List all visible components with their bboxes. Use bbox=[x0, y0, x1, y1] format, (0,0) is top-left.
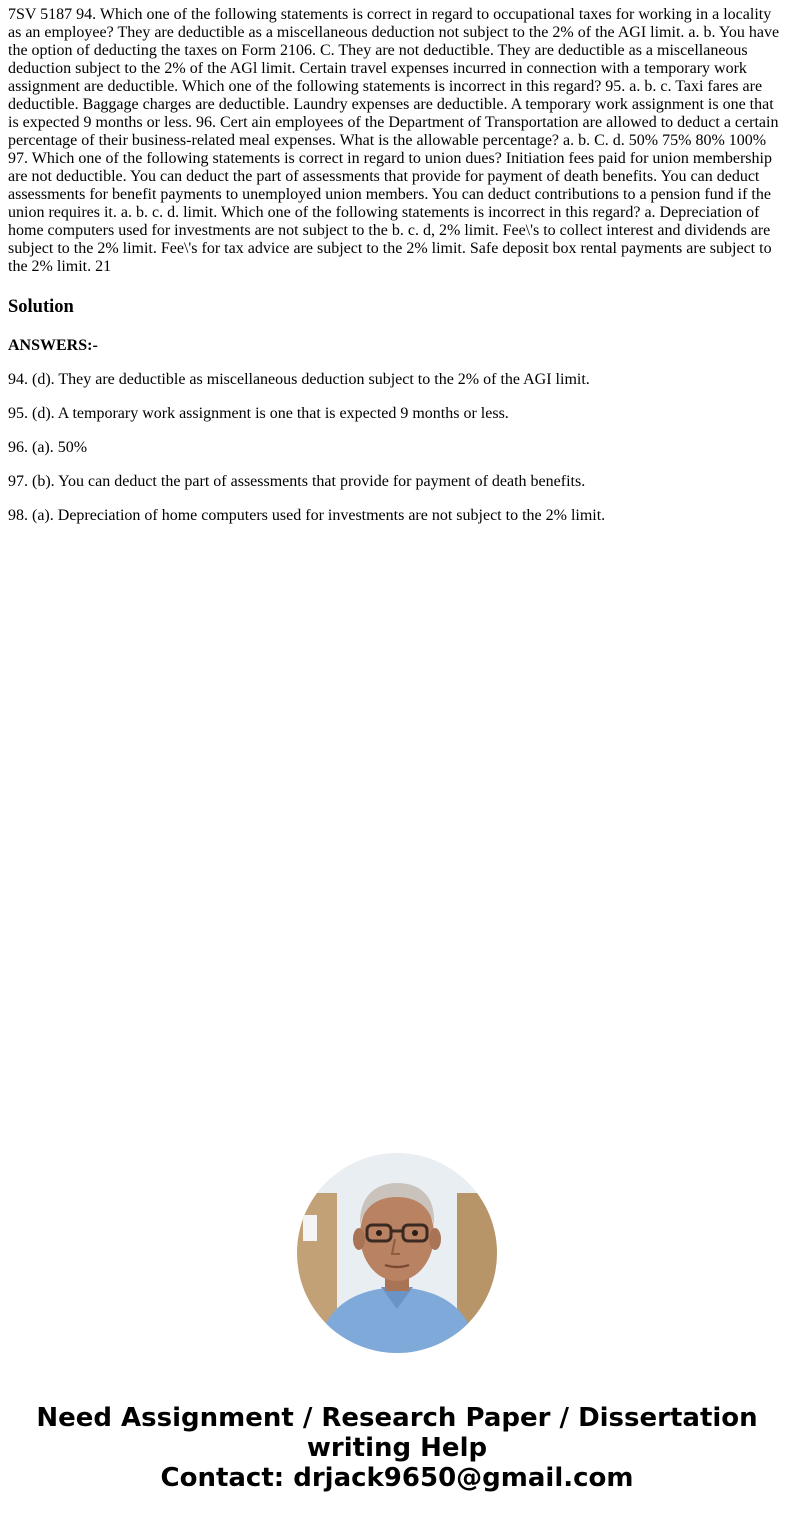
answer-item: 97. (b). You can deduct the part of assessments that provide for payment of death benefits. bbox=[8, 473, 586, 490]
answers-label: ANSWERS:- bbox=[8, 337, 98, 354]
avatar bbox=[297, 1153, 497, 1353]
promo-line-1: Need Assignment / Research Paper / Dissertation bbox=[36, 1403, 758, 1433]
answer-item: 95. (d). A temporary work assignment is one that is expected 9 months or less. bbox=[8, 405, 509, 422]
answer-list bbox=[8, 371, 784, 541]
answer-item: 96. (a). 50% bbox=[8, 439, 88, 456]
promo-line-2: writing Help bbox=[306, 1433, 488, 1463]
avatar-eye-left bbox=[376, 1230, 382, 1236]
avatar-eye-right bbox=[412, 1230, 418, 1236]
avatar-ear-right bbox=[429, 1228, 441, 1250]
avatar-ear-left bbox=[353, 1228, 365, 1250]
avatar-switchboard bbox=[303, 1215, 317, 1241]
answer-item: 94. (d). They are deductible as miscellaneous deduction subject to the 2% of the AGI limit. bbox=[8, 371, 590, 388]
solution-heading: Solution bbox=[8, 297, 74, 317]
answer-item: 98. (a). Depreciation of home computers used for investments are not subject to the 2% limit. bbox=[8, 507, 606, 524]
avatar-wall-panel-right bbox=[457, 1193, 497, 1353]
question-text: 7SV 5187 94. Which one of the following statements is correct in regard to occupational taxes for working in a locality as an employee? They are deductible as a miscellaneous deduction not subject to the 2% of the AGI limit. a. b. You have the option of deducting the taxes on Form 2106. C. They are not deductible. They are deductible as a miscellaneous deduction subject to the 2% of the AGl limit. Certain travel expenses incurred in connection with a temporary work assignment are deductible. Which one of the following statements is incorrect in this regard? 95. a. b. c. Taxi fares are deductible. Baggage charges are deductible. Laundry expenses are deductible. A temporary work assignment is one that is expected 9 months or less. 96. Cert ain employees of the Department of Transportation are allowed to deduct a certain percentage of their business-related meal expenses. What is the allowable percentage? a. b. C. d. 50% 75% 80% 100% 97. Which one of the following statements is correct in regard to union dues? Initiation fees paid for union membership are not deductible. You can deduct the part of assessments that provide for payment of death benefits. You can deduct assessments for benefit payments to unemployed union members. You can deduct contributions to a pension fund if the union requires it. a. b. c. d. limit. Which one of the following statements is incorrect in this regard? a. Depreciation of home computers used for investments are not subject to the b. c. d, 2% limit. Fee\'s to collect interest and dividends are subject to the 2% limit. Fee\'s for tax advice are subject to the 2% limit. Safe deposit box rental payments are subject to the 2% limit. 21 bbox=[8, 6, 780, 275]
promo-contact: Contact: drjack9650@gmail.com bbox=[160, 1463, 634, 1493]
promo-banner bbox=[0, 1403, 794, 1493]
